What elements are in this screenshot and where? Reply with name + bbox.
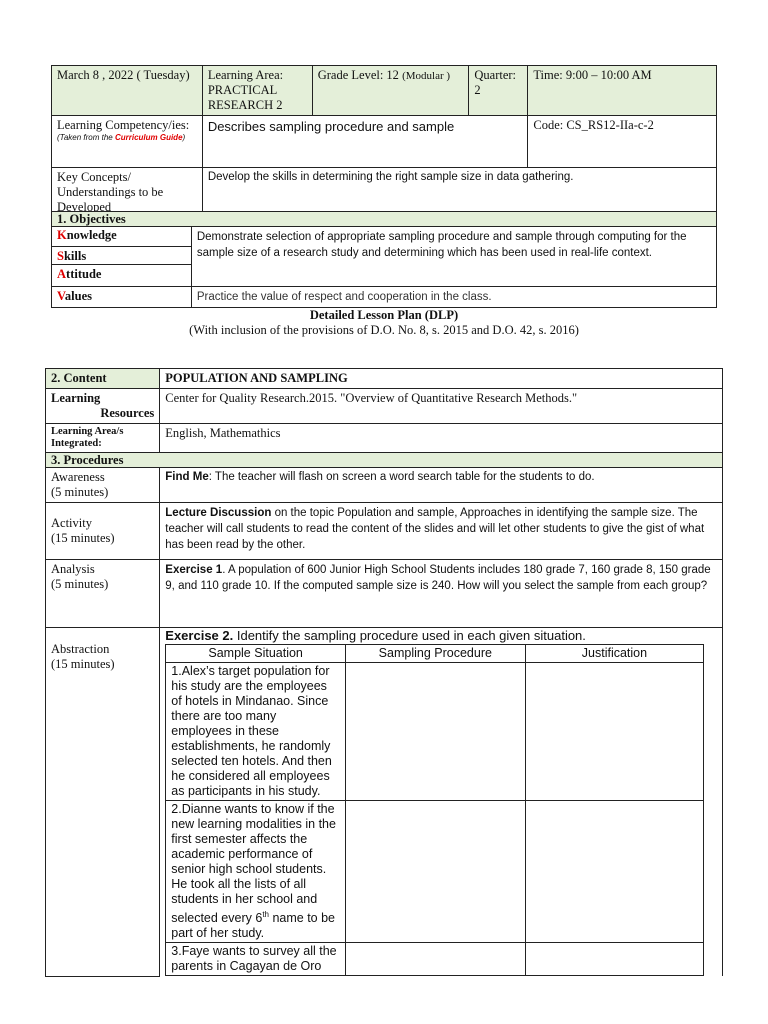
content-label: 2. Content [51,371,107,385]
analysis-text: . A population of 600 Junior High School Students includes 180 grade 7, 160 grade 8, 150 grade 9, and 110 grade 10. If the computed sample size is 240. How will you select the sample from each group? [165,564,711,592]
integrated-value: English, Mathemathics [165,426,281,440]
quarter-value: 2 [474,83,481,97]
table-row [166,801,704,943]
key-concepts-value-cell [202,168,716,218]
exercise-header-row [166,645,704,663]
ksa-text-cell [191,227,716,287]
date: March 8 , 2022 ( Tuesday) [57,68,190,82]
header-table [51,65,717,218]
content-value-cell [160,369,723,389]
resources-value-cell [160,389,723,424]
awareness-text-cell [160,468,723,503]
situation-1: 1.Alex’s target population for his study are the employees of hotels in Mindanao. Since there are too many employees in these establishments, he randomly selected ten hotels. And then he considered all employees as participants in his study. [166,663,346,801]
awareness-label: Awareness [51,470,105,484]
values-label: alues [64,289,92,303]
competency-note-suffix: ) [182,133,186,142]
skills-letter: S [57,249,64,263]
key-concepts-value: Develop the skills in determining the right sample size in data gathering. [207,171,574,183]
resources-label-cell [46,389,160,424]
situation-2-sup: th [262,910,269,919]
procedure-2[interactable] [346,801,526,943]
objectives-heading: 1. Objectives [57,212,126,226]
abstraction-title: Exercise 2. [165,628,234,643]
competency-note [57,133,197,143]
knowledge-cell [52,227,192,247]
ksa-text: Demonstrate selection of appropriate sampling procedure and sample through computing for the sample size of a research study and determining which has been used in real-life context. [196,231,687,259]
key-concepts-label: Key Concepts/ Understandings to be Developed [57,170,164,214]
learning-area-value-1: PRACTICAL [207,83,278,97]
knowledge-label: nowledge [66,228,117,242]
awareness-text: : The teacher will flash on screen a word search table for the students to do. [208,471,595,483]
competency-label-cell [52,116,203,168]
code: Code: CS_RS12-IIa-c-2 [533,118,654,132]
grade-level-mode: (Modular ) [402,70,451,82]
activity-text: on the topic Population and sample, Approaches in identifying the sample size. The teacher will call students to read the content of the slides and will let other students to give the gist of what has been read by the other. [165,507,705,551]
competency-note-prefix: (Taken from the [57,133,115,142]
competency-value-cell [202,116,528,168]
justification-1[interactable] [525,663,704,801]
attitude-letter: A [57,267,67,281]
analysis-text-cell [160,560,723,628]
integrated-label: Learning Area/s Integrated: [51,426,124,449]
analysis-title: Exercise 1 [165,564,223,576]
situation-2-text-end: name to be part of her study. [171,911,335,941]
situation-2-text: 2.Dianne wants to know if the new learning modalities in the first semester affects the academic performance of senior high school students. He took all the lists of all students in her school and selected every 6 [171,802,336,926]
time: Time: 9:00 – 10:00 AM [533,68,652,82]
resources-value: Center for Quality Research.2015. "Overview of Quantitative Research Methods." [165,391,578,405]
abstraction-heading [165,628,722,644]
awareness-time: (5 minutes) [51,485,109,499]
table-row [166,663,704,801]
date-cell [52,66,203,116]
awareness-title: Find Me [165,471,209,483]
abstraction-label: Abstraction [51,642,110,656]
abstraction-cell [160,628,723,977]
situation-3: 3.Faye wants to survey all the parents in Cagayan de Oro [166,943,346,976]
table-row [166,943,704,976]
quarter-cell [469,66,528,116]
activity-title: Lecture Discussion [165,507,272,519]
grade-level-cell [312,66,469,116]
quarter-label: Quarter: [474,68,517,82]
competency-note-source: Curriculum Guide [114,133,183,142]
col-sample-situation: Sample Situation [166,645,346,663]
exercise-table [165,644,704,976]
learning-area-label: Learning Area: [207,68,284,82]
activity-label: Activity [51,516,92,530]
justification-3[interactable] [525,943,704,976]
values-cell [52,287,192,308]
learning-area-value-2: RESEARCH 2 [207,98,283,112]
competency-value: Describes sampling procedure and sample [207,119,455,134]
attitude-label: ttitude [66,267,102,281]
values-letter: V [57,289,65,303]
time-cell [528,66,717,116]
abstraction-text: Identify the sampling procedure used in each given situation. [233,628,586,643]
integrated-value-cell [160,424,723,453]
procedure-1[interactable] [346,663,526,801]
justification-2[interactable] [525,801,704,943]
procedures-heading: 3. Procedures [51,453,124,467]
resources-label-1: Learning [51,391,101,405]
situation-2 [166,801,346,943]
competency-label: Learning Competency/ies: [57,118,190,132]
objectives-heading-cell [52,212,717,227]
activity-time: (15 minutes) [51,531,115,545]
attitude-cell [52,265,192,287]
lesson-table [45,368,723,977]
values-text: Practice the value of respect and cooperation in the class. [196,291,492,303]
abstraction-label-cell [46,628,160,977]
skills-cell [52,247,192,265]
dlp-subtitle: (With inclusion of the provisions of D.O. No. 8, s. 2015 and D.O. 42, s. 2016) [189,323,579,337]
content-value: POPULATION AND SAMPLING [165,371,348,385]
procedures-heading-cell [46,453,723,468]
procedure-3[interactable] [346,943,526,976]
grade-level-label: Grade Level: 12 [317,68,399,82]
resources-label-2: Resources [100,406,155,420]
code-cell [528,116,717,168]
activity-label-cell [46,503,160,560]
knowledge-letter: K [57,228,67,242]
analysis-label: Analysis [51,562,95,576]
col-sampling-procedure: Sampling Procedure [346,645,526,663]
learning-area-cell [202,66,312,116]
activity-text-cell [160,503,723,560]
objectives-table [51,211,717,308]
content-label-cell [46,369,160,389]
key-concepts-label-cell [52,168,203,218]
awareness-label-cell [46,468,160,503]
skills-label: kills [63,249,87,263]
values-text-cell [191,287,716,308]
col-justification: Justification [525,645,704,663]
dlp-title: Detailed Lesson Plan (DLP) [309,308,459,322]
integrated-label-cell [46,424,160,453]
dlp-caption [0,308,768,338]
abstraction-time: (15 minutes) [51,657,115,671]
analysis-label-cell [46,560,160,628]
analysis-time: (5 minutes) [51,577,109,591]
